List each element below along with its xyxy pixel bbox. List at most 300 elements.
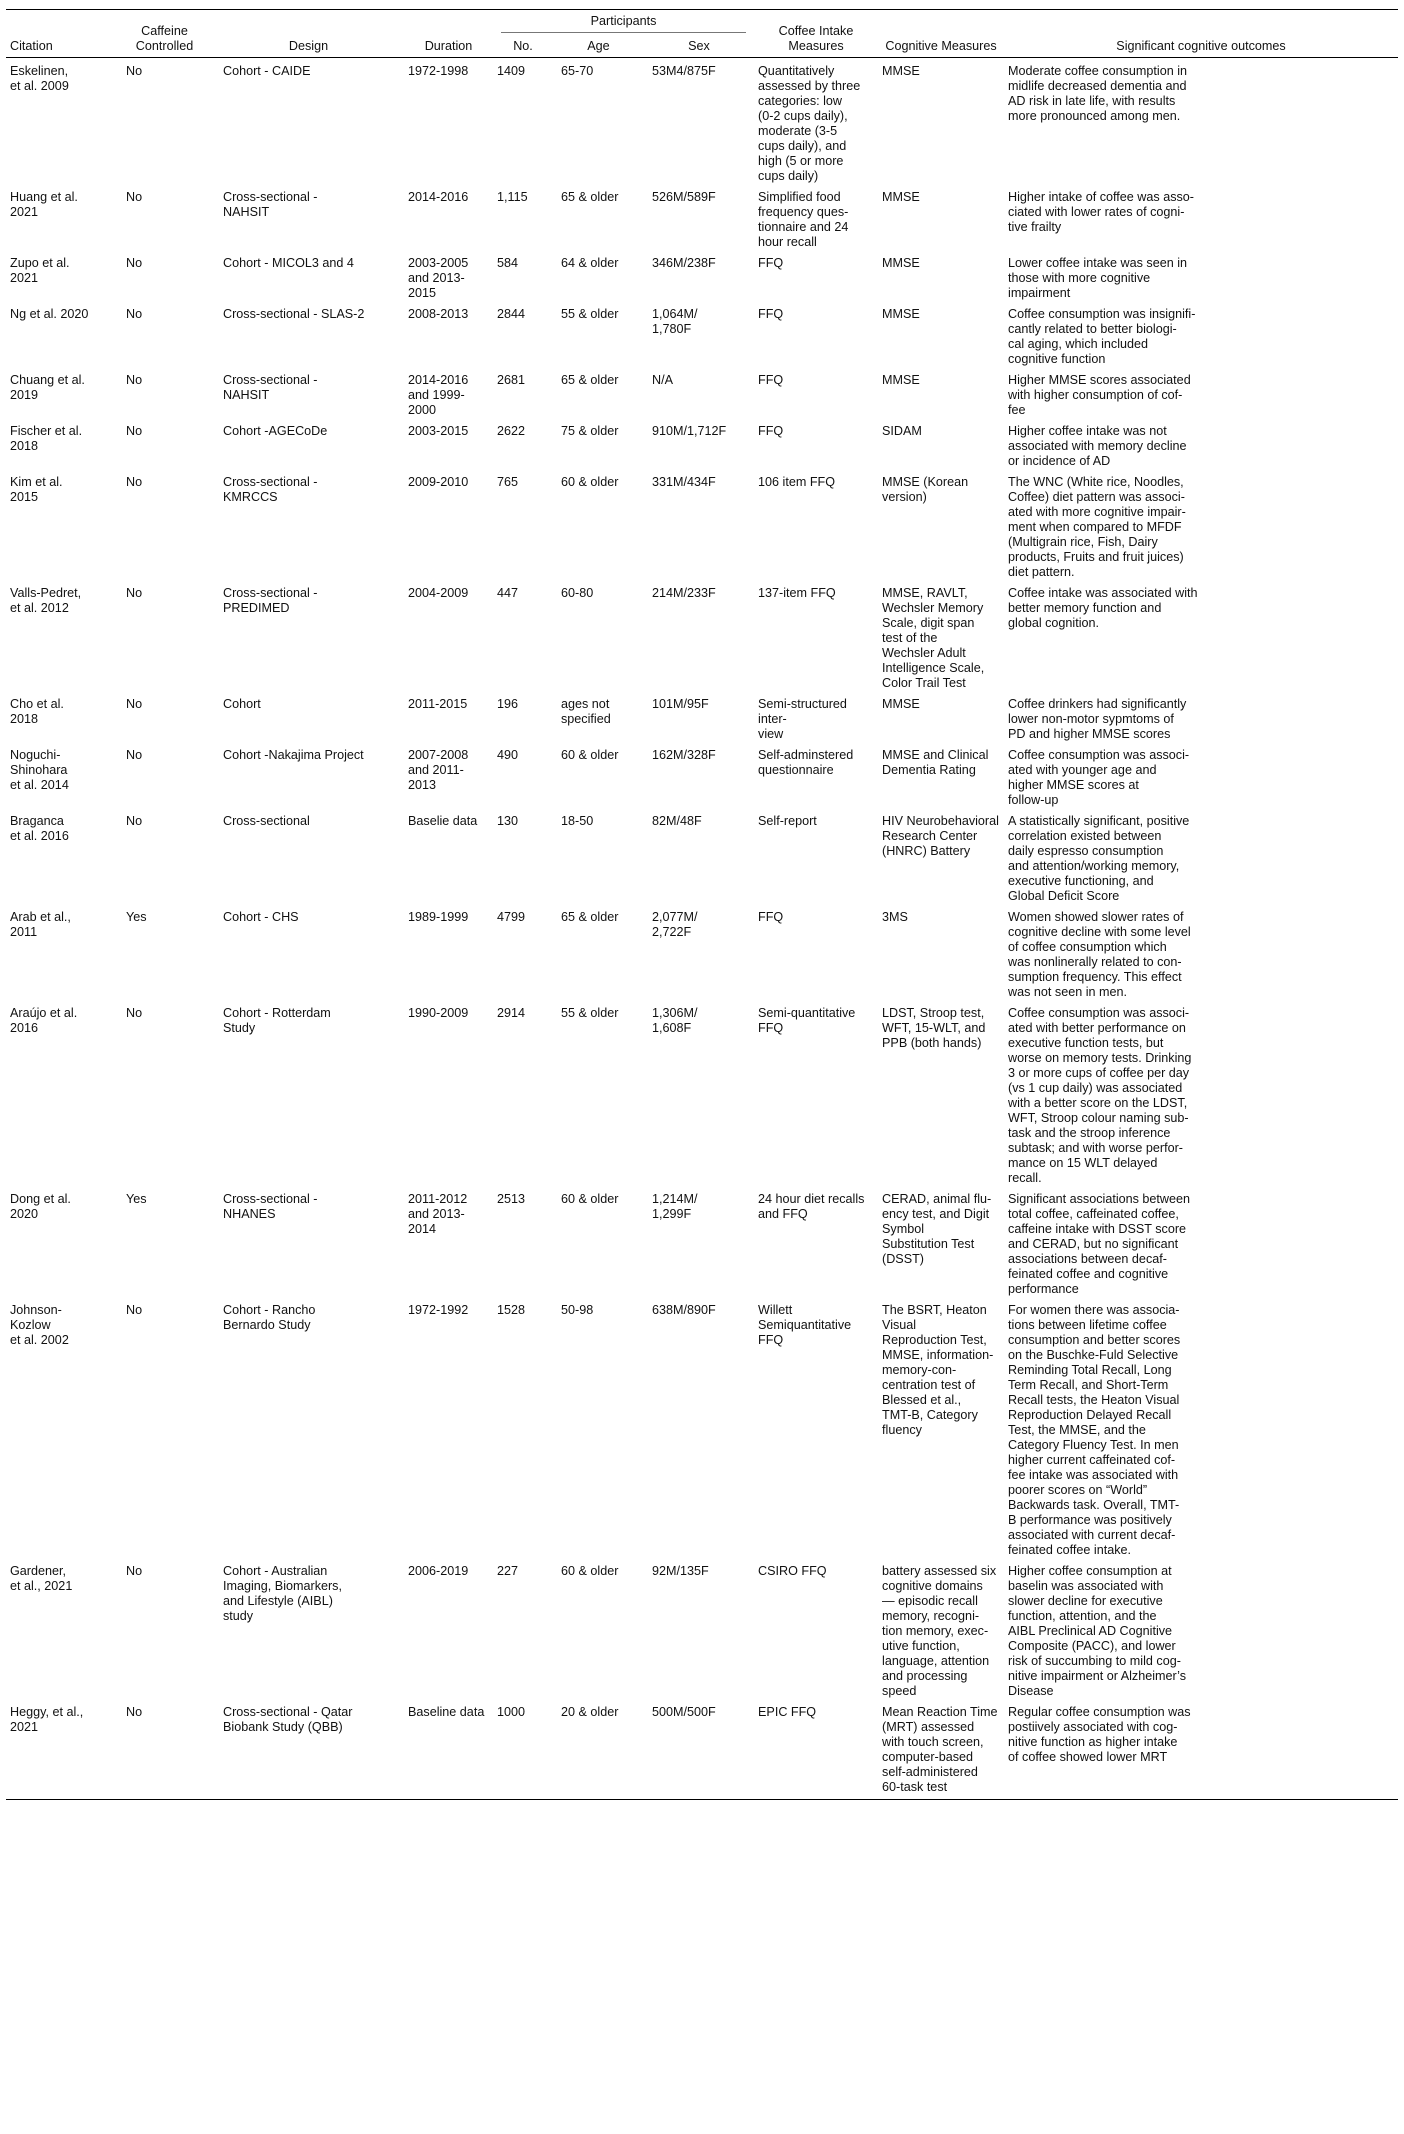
cell-outcomes-line: (vs 1 cup daily) was associated (1008, 1081, 1183, 1095)
cell-coffee-intake (754, 184, 878, 250)
cell-participants-sex (644, 418, 754, 469)
cell-caffeine-controlled (116, 184, 213, 250)
cell-participants-sex (644, 691, 754, 742)
cell-coffee-intake-line: Willett (758, 1303, 793, 1317)
cell-caffeine-controlled (116, 367, 213, 418)
cell-outcomes (1004, 742, 1398, 808)
cell-design (213, 1000, 404, 1186)
cell-participants-sex-line: 1,064M/ (652, 307, 698, 321)
cell-cognitive-measures-line: MMSE and Clinical (882, 748, 989, 762)
cell-cognitive-measures-line: memory, recogni- (882, 1609, 980, 1623)
cell-participants-age (553, 184, 644, 250)
cell-citation (6, 418, 116, 469)
cell-participants-sex (644, 1558, 754, 1699)
cell-outcomes-line: was nonlinerally related to con- (1008, 955, 1182, 969)
cell-duration (404, 808, 493, 904)
cell-design (213, 1186, 404, 1297)
cell-participants-sex (644, 58, 754, 185)
cell-duration-line: 1989-1999 (408, 910, 469, 924)
cell-outcomes-line: Higher coffee intake was not (1008, 424, 1167, 438)
cell-cognitive-measures-line: utive function, (882, 1639, 960, 1653)
cell-coffee-intake (754, 418, 878, 469)
cell-cognitive-measures-line: MMSE (882, 256, 920, 270)
cell-participants-sex (644, 580, 754, 691)
cell-coffee-intake-line: (0-2 cups daily), (758, 109, 848, 123)
cell-participants-sex (644, 301, 754, 367)
cell-outcomes-line: cantly related to better biologi- (1008, 322, 1177, 336)
cell-citation-line: et al. 2002 (10, 1333, 69, 1347)
cell-outcomes-line: mance on 15 WLT delayed (1008, 1156, 1158, 1170)
cell-coffee-intake (754, 904, 878, 1000)
cell-participants-age-line: 65 & older (561, 910, 619, 924)
cell-outcomes (1004, 301, 1398, 367)
header-design: Design (213, 10, 404, 58)
cell-outcomes-line: poorer scores on “World” (1008, 1483, 1148, 1497)
cell-design-line: NHANES (223, 1207, 276, 1221)
cell-design-line: Cohort (223, 697, 261, 711)
cell-participants-no (493, 580, 553, 691)
cell-cognitive-measures-line: fluency (882, 1423, 922, 1437)
table-row (6, 1699, 1398, 1800)
cell-outcomes-line: higher MMSE scores at (1008, 778, 1139, 792)
cell-participants-age-line: specified (561, 712, 611, 726)
cell-outcomes-line: baselin was associated with (1008, 1579, 1164, 1593)
cell-design-line: NAHSIT (223, 388, 270, 402)
table-row (6, 1000, 1398, 1186)
cell-coffee-intake-line: Semiquantitative (758, 1318, 852, 1332)
cell-outcomes-line: higher current caffeinated cof- (1008, 1453, 1176, 1467)
cell-outcomes-line: Recall tests, the Heaton Visual (1008, 1393, 1180, 1407)
cell-participants-no-text: 1,115 (497, 190, 528, 204)
cell-outcomes-line: ment when compared to MFDF (1008, 520, 1182, 534)
cell-citation-line: Fischer et al. (10, 424, 83, 438)
cell-citation-line: 2020 (10, 1207, 39, 1221)
cell-caffeine-controlled-text: No (126, 424, 143, 438)
cell-coffee-intake-line: Semi-quantitative (758, 1006, 856, 1020)
table-row (6, 691, 1398, 742)
cell-outcomes-line: Backwards task. Overall, TMT- (1008, 1498, 1180, 1512)
cell-design-line: NAHSIT (223, 205, 270, 219)
cell-outcomes-line: or incidence of AD (1008, 454, 1111, 468)
cell-caffeine-controlled-text: No (126, 1705, 143, 1719)
cell-participants-sex-line: 526M/589F (652, 190, 716, 204)
cell-citation-line: 2021 (10, 205, 39, 219)
cell-duration-line: 2014 (408, 1222, 437, 1236)
cell-participants-no (493, 1000, 553, 1186)
cell-cognitive-measures-line: PPB (both hands) (882, 1036, 982, 1050)
cell-coffee-intake-line: Self-report (758, 814, 817, 828)
cell-coffee-intake-line: FFQ (758, 307, 784, 321)
cell-outcomes-line: Significant associations between (1008, 1192, 1191, 1206)
cell-cognitive-measures-line: MMSE, information- (882, 1348, 994, 1362)
cell-outcomes (1004, 580, 1398, 691)
cell-participants-no (493, 418, 553, 469)
cell-outcomes-line: feinated coffee and cognitive (1008, 1267, 1169, 1281)
cell-outcomes-line: consumption and better scores (1008, 1333, 1181, 1347)
cell-citation-line: Shinohara (10, 763, 68, 777)
cell-cognitive-measures-line: (HNRC) Battery (882, 844, 971, 858)
cell-caffeine-controlled (116, 1297, 213, 1558)
cell-design (213, 1297, 404, 1558)
cell-outcomes-line: task and the stroop inference (1008, 1126, 1171, 1140)
table-row (6, 742, 1398, 808)
cell-participants-sex (644, 469, 754, 580)
cell-cognitive-measures-line: MMSE, RAVLT, (882, 586, 968, 600)
header-participants-sex: Sex (644, 37, 754, 58)
cell-coffee-intake-line: high (5 or more (758, 154, 844, 168)
cell-participants-age (553, 469, 644, 580)
cell-participants-age (553, 580, 644, 691)
cell-design (213, 250, 404, 301)
cell-outcomes-line: sumption frequency. This effect (1008, 970, 1182, 984)
cell-coffee-intake-line: CSIRO FFQ (758, 1564, 827, 1578)
cell-outcomes (1004, 1000, 1398, 1186)
cell-outcomes-line: Composite (PACC), and lower (1008, 1639, 1176, 1653)
cell-duration-line: 2011-2012 (408, 1192, 468, 1206)
cell-outcomes-line: performance (1008, 1282, 1079, 1296)
cell-outcomes-line: Moderate coffee consumption in (1008, 64, 1188, 78)
cell-duration (404, 301, 493, 367)
cell-cognitive-measures-line: version) (882, 490, 927, 504)
cell-design-line: Cross-sectional - (223, 475, 318, 489)
cell-caffeine-controlled (116, 301, 213, 367)
cell-citation (6, 1186, 116, 1297)
header-participants-no: No. (493, 37, 553, 58)
cell-outcomes-line: associated with current decaf- (1008, 1528, 1176, 1542)
cell-citation-line: Eskelinen, (10, 64, 69, 78)
cell-participants-no-text: 490 (497, 748, 519, 762)
cell-outcomes-line: executive function tests, but (1008, 1036, 1164, 1050)
cell-design-line: Biobank Study (QBB) (223, 1720, 343, 1734)
cell-design (213, 1558, 404, 1699)
cell-outcomes (1004, 904, 1398, 1000)
cell-participants-age (553, 1297, 644, 1558)
header-caffeine-controlled: Caffeine Controlled (116, 10, 213, 58)
cell-participants-no-text: 4799 (497, 910, 526, 924)
cell-duration (404, 742, 493, 808)
cell-duration-line: 2003-2005 (408, 256, 469, 270)
cell-cognitive-measures-line: MMSE (Korean (882, 475, 969, 489)
cell-duration (404, 904, 493, 1000)
cell-coffee-intake (754, 1699, 878, 1800)
cell-duration-line: and 2013- (408, 1207, 465, 1221)
cell-duration-line: 2015 (408, 286, 437, 300)
cell-design (213, 58, 404, 185)
cell-coffee-intake-line: FFQ (758, 424, 784, 438)
cell-caffeine-controlled (116, 580, 213, 691)
cell-design-line: Cross-sectional - (223, 190, 318, 204)
cell-caffeine-controlled (116, 250, 213, 301)
cell-outcomes-line: Coffee consumption was associ- (1008, 1006, 1190, 1020)
cell-coffee-intake-line: moderate (3-5 (758, 124, 838, 138)
cell-participants-sex-line: 1,214M/ (652, 1192, 698, 1206)
cell-coffee-intake-line: FFQ (758, 256, 784, 270)
cell-cognitive-measures (878, 1558, 1004, 1699)
cell-citation (6, 1558, 116, 1699)
table-row (6, 1186, 1398, 1297)
cell-duration-line: 2000 (408, 403, 437, 417)
cell-citation-line: Huang et al. (10, 190, 78, 204)
cell-outcomes-line: Reproduction Delayed Recall (1008, 1408, 1172, 1422)
cell-outcomes-line: better memory function and (1008, 601, 1162, 615)
cell-caffeine-controlled-text: No (126, 373, 143, 387)
cell-outcomes-line: Higher coffee consumption at (1008, 1564, 1172, 1578)
cell-duration-line: Baseline data (408, 1705, 485, 1719)
cell-cognitive-measures (878, 691, 1004, 742)
cell-caffeine-controlled-text: No (126, 748, 143, 762)
cell-duration-line: 2007-2008 (408, 748, 469, 762)
cell-caffeine-controlled-text: Yes (126, 910, 147, 924)
cell-cognitive-measures-line: (MRT) assessed (882, 1720, 975, 1734)
cell-outcomes-line: Reminding Total Recall, Long (1008, 1363, 1172, 1377)
cell-coffee-intake-line: 24 hour diet recalls (758, 1192, 865, 1206)
cell-citation (6, 742, 116, 808)
table-row (6, 184, 1398, 250)
cell-outcomes-line: tions between lifetime coffee (1008, 1318, 1167, 1332)
cell-participants-age-line: 60 & older (561, 1564, 619, 1578)
cell-participants-no (493, 1186, 553, 1297)
cell-design-line: and Lifestyle (AIBL) (223, 1594, 333, 1608)
cell-coffee-intake-line: EPIC FFQ (758, 1705, 817, 1719)
cell-coffee-intake (754, 301, 878, 367)
cell-citation-line: Chuang et al. (10, 373, 85, 387)
cell-participants-sex (644, 742, 754, 808)
cell-participants-sex-line: 214M/233F (652, 586, 716, 600)
cell-outcomes-line: global cognition. (1008, 616, 1100, 630)
cell-participants-sex-line: 53M4/875F (652, 64, 716, 78)
cell-outcomes-line: PD and higher MMSE scores (1008, 727, 1171, 741)
cell-design-line: Study (223, 1021, 256, 1035)
table-row (6, 58, 1398, 185)
cell-outcomes-line: Global Deficit Score (1008, 889, 1120, 903)
cell-participants-age (553, 367, 644, 418)
cell-participants-no-text: 1528 (497, 1303, 526, 1317)
cell-outcomes (1004, 469, 1398, 580)
cell-cognitive-measures-line: 3MS (882, 910, 908, 924)
cell-cognitive-measures (878, 58, 1004, 185)
cell-design-line: Cross-sectional - (223, 586, 318, 600)
cell-outcomes (1004, 808, 1398, 904)
cell-caffeine-controlled-text: No (126, 64, 143, 78)
cell-outcomes-line: subtask; and with worse perfor- (1008, 1141, 1184, 1155)
cell-outcomes-line: B performance was positively (1008, 1513, 1172, 1527)
cell-design (213, 301, 404, 367)
cell-cognitive-measures-line: 60-task test (882, 1780, 948, 1794)
cell-outcomes-line: Regular coffee consumption was (1008, 1705, 1191, 1719)
cell-outcomes-line: cognitive function (1008, 352, 1106, 366)
cell-outcomes (1004, 184, 1398, 250)
cell-participants-age (553, 418, 644, 469)
cell-duration-line: 1972-1992 (408, 1303, 469, 1317)
cell-outcomes-line: cal aging, which included (1008, 337, 1149, 351)
cell-cognitive-measures-line: — episodic recall (882, 1594, 978, 1608)
cell-cognitive-measures (878, 418, 1004, 469)
cell-outcomes-line: and attention/working memory, (1008, 859, 1180, 873)
cell-citation (6, 58, 116, 185)
cell-duration-line: 1990-2009 (408, 1006, 469, 1020)
cell-citation (6, 469, 116, 580)
cell-duration-line: 1972-1998 (408, 64, 469, 78)
cell-cognitive-measures-line: battery assessed six (882, 1564, 997, 1578)
cell-caffeine-controlled-text: No (126, 1006, 143, 1020)
cell-citation-line: Dong et al. (10, 1192, 71, 1206)
cell-outcomes-line: Women showed slower rates of (1008, 910, 1184, 924)
cell-outcomes-line: risk of succumbing to mild cog- (1008, 1654, 1181, 1668)
cell-citation-line: Kozlow (10, 1318, 51, 1332)
cell-citation-line: 2021 (10, 1720, 39, 1734)
cell-cognitive-measures-line: WFT, 15-WLT, and (882, 1021, 986, 1035)
cell-cognitive-measures-line: Reproduction Test, (882, 1333, 987, 1347)
cell-coffee-intake-line: questionnaire (758, 763, 834, 777)
cell-outcomes-line: diet pattern. (1008, 565, 1075, 579)
cell-participants-age (553, 58, 644, 185)
cell-cognitive-measures (878, 808, 1004, 904)
cell-cognitive-measures-line: with touch screen, (882, 1735, 984, 1749)
cell-coffee-intake (754, 58, 878, 185)
cell-citation (6, 1297, 116, 1558)
cell-citation-line: 2021 (10, 271, 39, 285)
cell-participants-no (493, 691, 553, 742)
cell-outcomes-line: For women there was associa- (1008, 1303, 1180, 1317)
cell-duration (404, 58, 493, 185)
cell-duration-line: 2008-2013 (408, 307, 469, 321)
cell-outcomes-line: Coffee intake was associated with (1008, 586, 1198, 600)
cell-design-line: Cohort - Rancho (223, 1303, 316, 1317)
cell-duration-line: 2014-2016 (408, 373, 469, 387)
cell-caffeine-controlled (116, 904, 213, 1000)
cell-outcomes-line: ciated with lower rates of cogni- (1008, 205, 1185, 219)
cell-participants-sex (644, 808, 754, 904)
cell-cognitive-measures-line: tion memory, exec- (882, 1624, 989, 1638)
cell-coffee-intake-line: FFQ (758, 1021, 784, 1035)
cell-outcomes-line: A statistically significant, positive (1008, 814, 1190, 828)
cell-participants-sex-line: 638M/890F (652, 1303, 716, 1317)
cell-coffee-intake-line: hour recall (758, 235, 817, 249)
cell-participants-no-text: 2914 (497, 1006, 526, 1020)
cell-duration-line: and 1999- (408, 388, 465, 402)
table-row (6, 580, 1398, 691)
cell-participants-sex-line: 1,780F (652, 322, 692, 336)
cell-outcomes-line: The WNC (White rice, Noodles, (1008, 475, 1184, 489)
cell-outcomes-line: associations between decaf- (1008, 1252, 1167, 1266)
cell-outcomes (1004, 691, 1398, 742)
cell-citation (6, 184, 116, 250)
cell-outcomes-line: nitive impairment or Alzheimer’s (1008, 1669, 1187, 1683)
cell-participants-sex-line: N/A (652, 373, 673, 387)
cell-participants-age (553, 301, 644, 367)
cell-citation-line: Arab et al., (10, 910, 71, 924)
cell-participants-age-line: 60 & older (561, 475, 619, 489)
cell-cognitive-measures (878, 1297, 1004, 1558)
cell-participants-no (493, 184, 553, 250)
cell-coffee-intake (754, 742, 878, 808)
cell-citation (6, 1000, 116, 1186)
cell-participants-no (493, 58, 553, 185)
cell-outcomes-line: Lower coffee intake was seen in (1008, 256, 1188, 270)
table-row (6, 469, 1398, 580)
header-participants: Participants (493, 10, 754, 38)
cell-cognitive-measures-line: Intelligence Scale, (882, 661, 985, 675)
cell-cognitive-measures-line: The BSRT, Heaton (882, 1303, 987, 1317)
cell-outcomes-line: impairment (1008, 286, 1071, 300)
cell-coffee-intake-line: categories: low (758, 94, 843, 108)
cell-participants-age-line: 65 & older (561, 190, 619, 204)
cell-cognitive-measures-line: ency test, and Digit (882, 1207, 990, 1221)
cell-participants-sex-line: 92M/135F (652, 1564, 709, 1578)
cell-outcomes (1004, 58, 1398, 185)
cell-coffee-intake-line: Quantitatively (758, 64, 835, 78)
cell-coffee-intake-line: frequency ques- (758, 205, 849, 219)
cell-design (213, 742, 404, 808)
cell-coffee-intake (754, 1186, 878, 1297)
cell-outcomes-line: correlation existed between (1008, 829, 1162, 843)
cell-participants-no (493, 808, 553, 904)
cell-duration (404, 184, 493, 250)
header-significant-outcomes: Significant cognitive outcomes (1004, 10, 1398, 58)
cell-outcomes-line: worse on memory tests. Drinking (1008, 1051, 1192, 1065)
cell-citation (6, 691, 116, 742)
cell-coffee-intake-line: Semi-structured inter- (758, 697, 847, 726)
cell-cognitive-measures-line: centration test of (882, 1378, 976, 1392)
cell-coffee-intake-line: 106 item FFQ (758, 475, 835, 489)
cell-participants-sex-line: 162M/328F (652, 748, 716, 762)
cell-coffee-intake-line: cups daily), and (758, 139, 847, 153)
cell-outcomes-line: Term Recall, and Short-Term (1008, 1378, 1169, 1392)
cell-outcomes-line: daily espresso consumption (1008, 844, 1164, 858)
cell-participants-sex-line: 500M/500F (652, 1705, 716, 1719)
cell-design-line: Cohort - CAIDE (223, 64, 311, 78)
cell-design-line: Cohort - Rotterdam (223, 1006, 331, 1020)
cell-participants-sex (644, 367, 754, 418)
cell-design-line: PREDIMED (223, 601, 290, 615)
cell-citation (6, 367, 116, 418)
cell-caffeine-controlled (116, 808, 213, 904)
cell-outcomes-line: with a better score on the LDST, (1008, 1096, 1188, 1110)
cell-design-line: Imaging, Biomarkers, (223, 1579, 342, 1593)
cell-participants-sex-line: 101M/95F (652, 697, 709, 711)
cell-caffeine-controlled (116, 1186, 213, 1297)
cell-outcomes-line: feinated coffee intake. (1008, 1543, 1132, 1557)
cell-design (213, 469, 404, 580)
table-row (6, 1297, 1398, 1558)
cell-cognitive-measures-line: test of the (882, 631, 938, 645)
cell-participants-age-line: 50-98 (561, 1303, 594, 1317)
cell-citation-line: 2011 (10, 925, 38, 939)
cell-outcomes (1004, 250, 1398, 301)
cell-design-line: Cohort - Australian (223, 1564, 328, 1578)
table-row (6, 301, 1398, 367)
cell-participants-sex (644, 1699, 754, 1800)
cell-outcomes (1004, 418, 1398, 469)
cell-cognitive-measures-line: Color Trail Test (882, 676, 966, 690)
cell-cognitive-measures-line: Wechsler Adult (882, 646, 966, 660)
cell-duration-line: 2014-2016 (408, 190, 469, 204)
cell-cognitive-measures-line: (DSST) (882, 1252, 924, 1266)
cell-outcomes (1004, 1297, 1398, 1558)
cell-participants-no-text: 2622 (497, 424, 526, 438)
cell-participants-no (493, 1297, 553, 1558)
table-body (6, 58, 1398, 1800)
cell-coffee-intake-line: FFQ (758, 373, 784, 387)
cell-design (213, 1699, 404, 1800)
cell-outcomes-line: ated with better performance on (1008, 1021, 1186, 1035)
cell-cognitive-measures-line: self-administered (882, 1765, 978, 1779)
header-citation: Citation (6, 10, 116, 58)
cell-duration (404, 418, 493, 469)
cell-outcomes-line: products, Fruits and fruit juices) (1008, 550, 1184, 564)
cell-participants-age-line: 60 & older (561, 1192, 619, 1206)
cell-outcomes-line: Disease (1008, 1684, 1054, 1698)
